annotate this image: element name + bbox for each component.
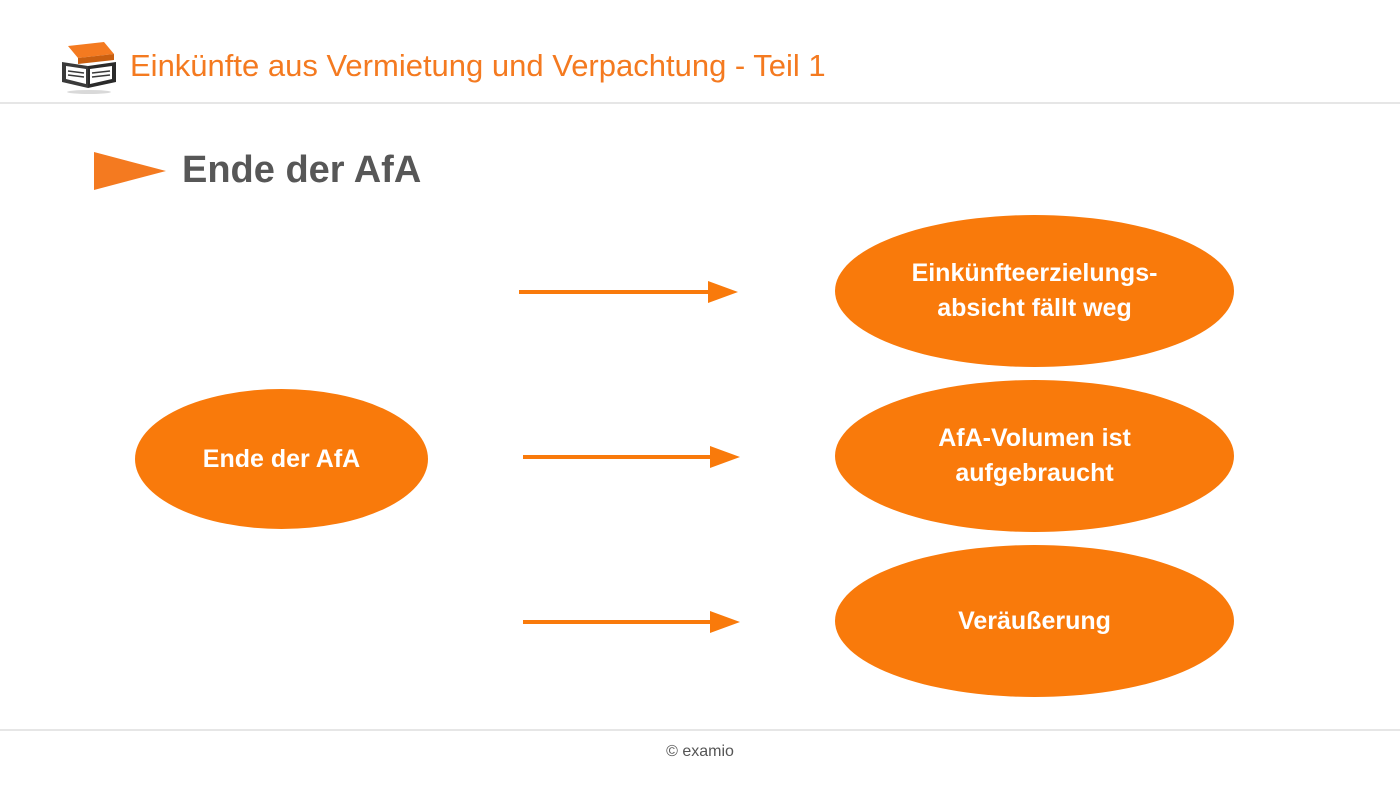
page-title: Einkünfte aus Vermietung und Verpachtung - Teil 1	[130, 48, 826, 83]
section-title: Ende der AfA	[182, 149, 422, 191]
target-node-1-line-1: Einkünfteerzielungs-	[911, 259, 1158, 287]
arrow-to-target-2	[523, 446, 740, 468]
arrow-to-target-3	[523, 611, 740, 633]
target-node-1	[835, 215, 1234, 367]
source-node-label: Ende der AfA	[202, 444, 361, 473]
target-node-3	[835, 545, 1234, 697]
arrow-to-target-1	[519, 281, 738, 303]
target-node-2-line-1: AfA-Volumen ist	[938, 424, 1131, 452]
footer-divider	[0, 729, 1400, 731]
copyright-footer: © examio	[666, 743, 734, 760]
target-node-2-line-2: aufgebraucht	[955, 459, 1114, 487]
target-node-3-line-1: Veräußerung	[958, 606, 1111, 635]
target-node-2	[835, 380, 1234, 532]
target-node-1-line-2: absicht fällt weg	[937, 294, 1132, 322]
source-node	[135, 389, 428, 529]
